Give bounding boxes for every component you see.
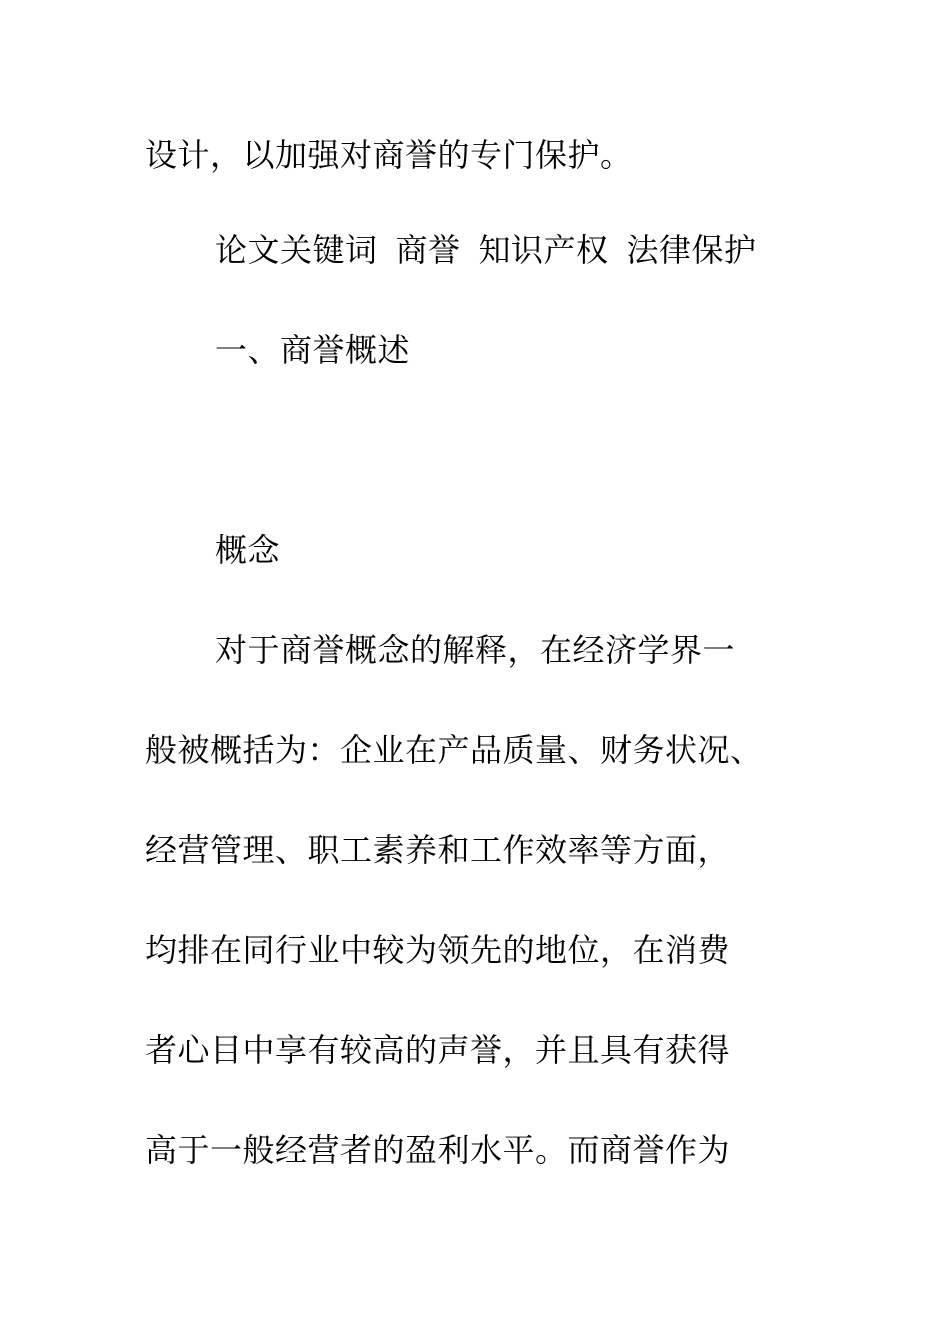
paragraph-line: 经营管理、职工素养和工作效率等方面， (145, 831, 731, 869)
keyword-item: 法律保护 (626, 231, 757, 269)
keyword-item: 知识产权 (478, 231, 609, 269)
keyword-item: 商誉 (395, 231, 461, 269)
keywords-label: 论文关键词 (215, 231, 378, 269)
paragraph-line: 般被概括为：企业在产品质量、财务状况、 (145, 731, 763, 769)
keywords-line (215, 230, 757, 270)
subheading: 概念 (215, 531, 281, 569)
section-heading: 一、商誉概述 (215, 331, 411, 369)
paragraph-line: 者心目中享有较高的声誉，并且具有获得 (145, 1031, 731, 1069)
paragraph-line: 均排在同行业中较为领先的地位，在消费 (145, 931, 731, 969)
paragraph-line: 对于商誉概念的解释，在经济学界一 (215, 631, 736, 669)
paragraph-continuation-line: 设计，以加强对商誉的专门保护。 (145, 136, 633, 174)
paragraph-line: 高于一般经营者的盈利水平。而商誉作为 (145, 1131, 731, 1169)
